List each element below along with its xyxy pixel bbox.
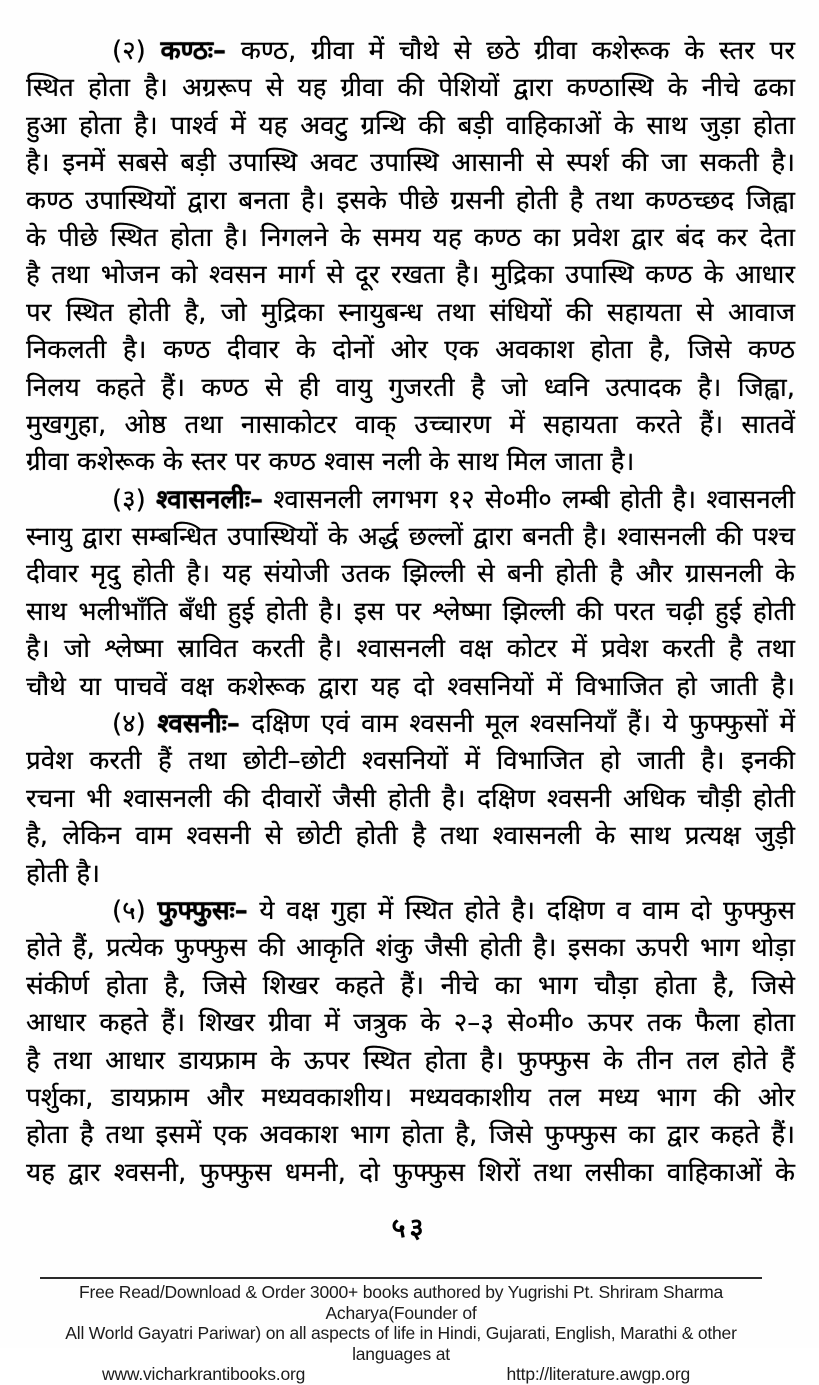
line-text: निलय कहते हैं। कण्ठ से ही वायु गुजरती है जो ध्वनि उत्पादक है। जिह्वा,: [26, 372, 795, 403]
footer-url-right: http://literature.awgp.org: [506, 1364, 690, 1384]
footer-url-left: www.vicharkrantibooks.org: [102, 1364, 306, 1384]
text-line: [26, 257, 795, 294]
line-text: है। जो श्लेष्मा स्रावित करती है। श्वासनली वक्ष कोटर में प्रवेश करती है तथा: [26, 634, 795, 665]
text-line: [26, 631, 795, 668]
line-text: स्थित होता है। अग्ररूप से यह ग्रीवा की पेशियों द्वारा कण्ठास्थि के नीचे ढका: [26, 73, 795, 104]
text-line: [26, 743, 795, 780]
text-line: [26, 1080, 795, 1117]
text-line: [26, 370, 795, 407]
section-number: (३): [112, 484, 157, 515]
line-text: कण्ठ उपास्थियों द्वारा बनता है। इसके पीछे ग्रसनी होती है तथा कण्ठच्छद जिह्वा: [26, 185, 795, 216]
line-text: ये वक्ष गुहा में स्थित होते है। दक्षिण व वाम दो फुफ्फुस: [247, 895, 796, 926]
text-line: [26, 220, 795, 257]
footer-text-line-1: Free Read/Download & Order 3000+ books authored by Yugrishi Pt. Shriram Sharma Acharya(Founder of: [78, 1282, 724, 1323]
line-text: स्नायु द्वारा सम्बन्धित उपास्थियों के अर्द्ध छल्लों द्वारा बनती है। श्वासनली की पश्च: [26, 522, 795, 553]
text-line: [26, 332, 795, 369]
footer: [40, 1277, 762, 1385]
text-line: [26, 145, 795, 182]
text-line: [26, 108, 795, 145]
text-line: [26, 930, 795, 967]
section-heading: कण्ठः–: [160, 36, 227, 66]
line-text: मुखगुहा, ओष्ठ तथा नासाकोटर वाक् उच्चारण में सहायता करते हैं। सातवें: [26, 409, 795, 440]
line-text: श्वासनली लगभग १२ से०मी० लम्बी होती है। श्वासनली: [262, 484, 795, 515]
text-line: [26, 70, 795, 107]
text-line: [26, 1043, 795, 1080]
text-line: [26, 407, 795, 444]
line-text: हुआ होता है। पार्श्व में यह अवटु ग्रन्थि की बड़ी वाहिकाओं के साथ जुड़ा होता: [26, 110, 795, 141]
line-text: आधार कहते हैं। शिखर ग्रीवा में जत्रुक के २–३ से०मी० ऊपर तक फैला होता: [26, 1008, 795, 1039]
line-text: है तथा आधार डायफ्राम के ऊपर स्थित होता है। फुफ्फुस के तीन तल होते हैं: [26, 1045, 795, 1076]
footer-text-line-2: All World Gayatri Pariwar) on all aspects of life in Hindi, Gujarati, English, Marathi & other languages at: [65, 1323, 737, 1364]
section-number: (२): [112, 36, 161, 66]
section-heading: श्वसनीः–: [157, 709, 240, 740]
text-line: [26, 781, 795, 818]
line-text: दीवार मृदु होती है। यह संयोजी उतक झिल्ली से बनी होती है और ग्रासनली के: [26, 559, 795, 590]
paragraph-first-line: [26, 33, 795, 70]
line-text: पर स्थित होती है, जो मुद्रिका स्नायुबन्ध तथा संधियों की सहायता से आवाज: [26, 297, 795, 328]
paragraph-first-line: [26, 893, 795, 930]
text-line: [26, 519, 795, 556]
line-text: यह द्वार श्वसनी, फुफ्फुस धमनी, दो फुफ्फुस शिरों तथा लसीका वाहिकाओं के: [26, 1157, 795, 1188]
text-line: [26, 183, 795, 220]
line-text: होती है।: [26, 858, 101, 889]
text-line: [26, 556, 795, 593]
page-number: ५३: [391, 1213, 428, 1244]
line-text: साथ भलीभाँति बँधी हुई होती है। इस पर श्लेष्मा झिल्ली की परत चढ़ी हुई होती: [26, 596, 795, 627]
section-number: (५): [112, 895, 158, 926]
line-text: होता है तथा इसमें एक अवकाश भाग होता है, जिसे फुफ्फुस का द्वार कहते हैं।: [26, 1120, 795, 1151]
line-text: रचना भी श्वासनली की दीवारों जैसी होती है। दक्षिण श्वसनी अधिक चौड़ी होती: [26, 783, 795, 814]
text-line: [26, 856, 795, 893]
line-text: है तथा भोजन को श्वसन मार्ग से दूर रखता है। मुद्रिका उपास्थि कण्ठ के आधार: [26, 260, 795, 291]
text-line: [26, 1155, 795, 1192]
section-number: (४): [112, 709, 158, 740]
paragraph-first-line: [26, 706, 795, 743]
text-line: [26, 669, 795, 706]
line-text: संकीर्ण होता है, जिसे शिखर कहते हैं। नीचे का भाग चौड़ा होता है, जिसे: [26, 970, 795, 1001]
section-heading: श्वासनलीः–: [156, 484, 263, 515]
text-block: [26, 33, 795, 1192]
text-line: [26, 1117, 795, 1154]
line-text: पर्शुका, डायफ्राम और मध्यवकाशीय। मध्यवकाशीय तल मध्य भाग की ओर: [26, 1082, 795, 1113]
line-text: होते हैं, प्रत्येक फुफ्फुस की आकृति शंकु जैसी होती है। इसका ऊपरी भाग थोड़ा: [26, 933, 795, 964]
section-heading: फुफ्फुसः–: [157, 895, 248, 926]
text-line: [26, 444, 795, 481]
line-text: दक्षिण एवं वाम श्वसनी मूल श्वसनियाँ हैं। ये फुफ्फुसों में: [239, 709, 796, 740]
text-line: [26, 968, 795, 1005]
line-text: है, लेकिन वाम श्वसनी से छोटी होती है तथा श्वासनली के साथ प्रत्यक्ष जुड़ी: [26, 821, 795, 852]
line-text: प्रवेश करती हैं तथा छोटी–छोटी श्वसनियों में विभाजित हो जाती है। इनकी: [26, 746, 795, 777]
line-text: ग्रीवा कशेरूक के स्तर पर कण्ठ श्वास नली के साथ मिल जाता है।: [26, 447, 635, 478]
line-text: के पीछे स्थित होता है। निगलने के समय यह कण्ठ का प्रवेश द्वार बंद कर देता: [26, 222, 795, 253]
line-text: कण्ठ, ग्रीवा में चौथे से छठे ग्रीवा कशेरूक के स्तर पर: [226, 36, 795, 66]
paragraph-first-line: [26, 482, 795, 519]
text-line: [26, 594, 795, 631]
text-line: [26, 1005, 795, 1042]
footer-urls: [40, 1364, 762, 1385]
text-line: [26, 818, 795, 855]
line-text: निकलती है। कण्ठ दीवार के दोनों ओर एक अवकाश होता है, जिसे कण्ठ: [26, 335, 795, 366]
text-line: [26, 295, 795, 332]
line-text: है। इनमें सबसे बड़ी उपास्थि अवट उपास्थि आसानी से स्पर्श की जा सकती है।: [26, 148, 795, 179]
line-text: चौथे या पाचवें वक्ष कशेरूक द्वारा यह दो श्वसनियों में विभाजित हो जाती है।: [26, 671, 795, 702]
